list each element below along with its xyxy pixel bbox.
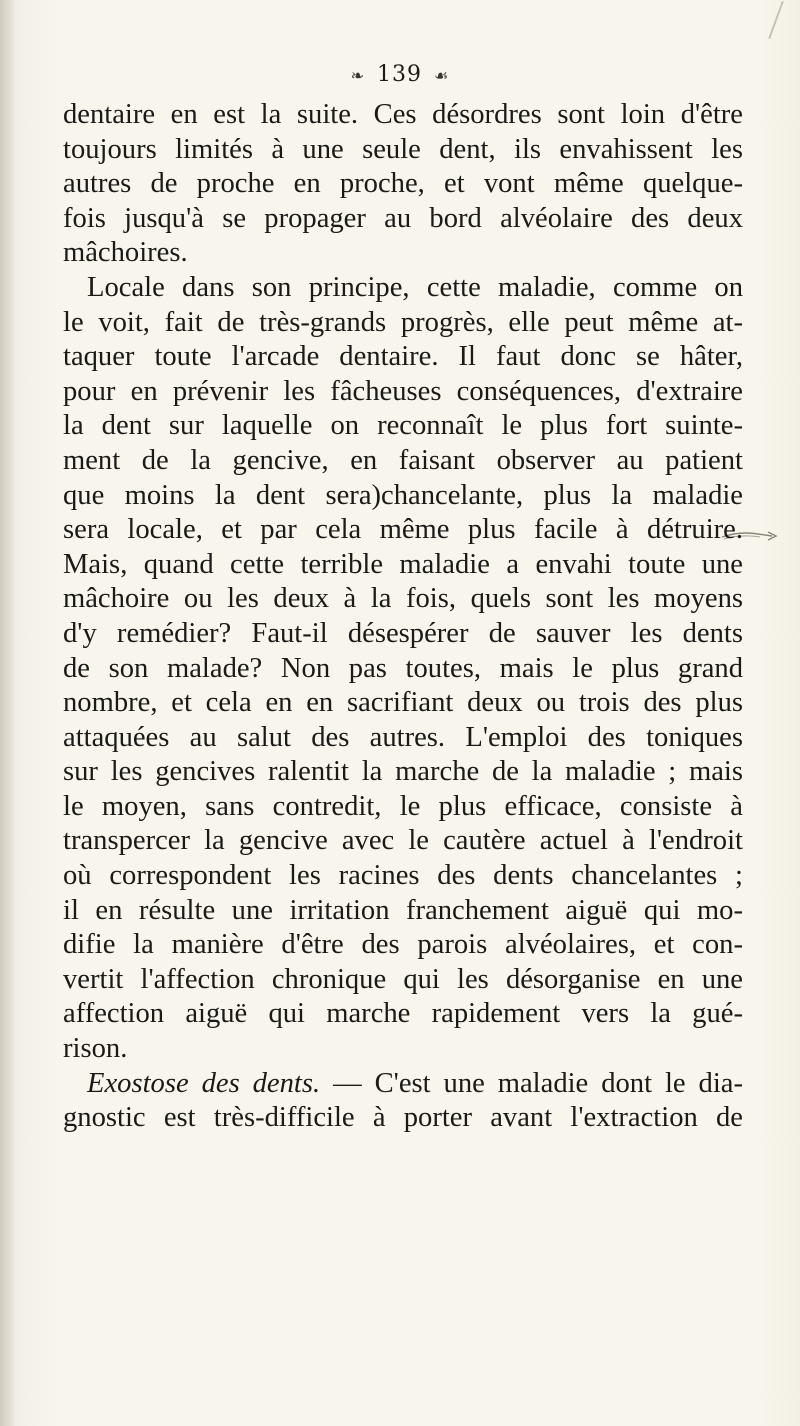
right-ornament-icon: ☙ (434, 66, 450, 85)
text-line: mâchoires. (63, 237, 188, 269)
pencil-mark (768, 1, 784, 39)
text-line: mâchoire ou les deux à la fois, quels sont les moyens (63, 583, 743, 615)
body-text (63, 98, 743, 1136)
text-line: que moins la dent sera)chancelante, plus la maladie (63, 479, 743, 511)
text-line: gnostic est très-difficile à porter avant l'extraction de (63, 1102, 743, 1134)
page-number: 139 (377, 62, 423, 87)
text-line: pour en prévenir les fâcheuses conséquences, d'extraire (63, 375, 743, 407)
left-ornament-icon: ❧ (350, 66, 366, 85)
text-line: le moyen, sans contredit, le plus efficace, consiste à (63, 790, 743, 822)
text-line: il en résulte une irritation franchement aiguë qui mo- (63, 894, 743, 926)
text-line: la dent sur laquelle on reconnaît le plus fort suinte- (63, 410, 743, 442)
text-line: autres de proche en proche, et vont même quelque- (63, 168, 743, 200)
text-line: sera locale, et par cela même plus facile à détruire. (63, 514, 743, 546)
text-line: ment de la gencive, en faisant observer au patient (63, 444, 743, 476)
text-line: vertit l'affection chronique qui les désorganise en une (63, 963, 743, 995)
text-line: attaquées au salut des autres. L'emploi des toniques (63, 721, 743, 753)
text-line: taquer toute l'arcade dentaire. Il faut donc se hâter, (63, 341, 743, 373)
text-line: transpercer la gencive avec le cautère actuel à l'endroit (63, 825, 743, 857)
text-line: rison. (63, 1033, 128, 1065)
text-line: Mais, quand cette terrible maladie a envahi toute une (63, 548, 743, 580)
heading-continuation: — C'est une maladie dont le dia- (320, 1067, 743, 1099)
text-line: Locale dans son principe, cette maladie, comme on (87, 271, 743, 303)
page-header (0, 62, 800, 87)
text-line: sur les gencives ralentit la marche de la maladie ; mais (63, 756, 743, 788)
text-line: de son malade? Non pas toutes, mais le plus grand (63, 652, 743, 684)
text-line: d'y remédier? Faut-il désespérer de sauver les dents (63, 617, 743, 649)
paragraph-1 (63, 98, 743, 271)
text-line: toujours limités à une seule dent, ils envahissent les (63, 133, 743, 165)
text-line (63, 1067, 743, 1102)
section-heading: Exostose des dents. (87, 1067, 321, 1099)
text-line: où correspondent les racines des dents chancelantes ; (63, 860, 743, 892)
paragraph-2 (63, 271, 743, 1067)
paragraph-3 (63, 1067, 743, 1136)
text-line: fois jusqu'à se propager au bord alvéolaire des deux (63, 202, 743, 234)
text-line: difie la manière d'être des parois alvéolaires, et con- (63, 929, 743, 961)
page-binding-shadow (0, 0, 14, 1426)
text-line: dentaire en est la suite. Ces désordres sont loin d'être (63, 99, 743, 130)
text-line: affection aiguë qui marche rapidement vers la gué- (63, 998, 743, 1030)
text-line: nombre, et cela en en sacrifiant deux ou trois des plus (63, 687, 743, 719)
text-line: le voit, fait de très-grands progrès, elle peut même at- (63, 306, 743, 338)
